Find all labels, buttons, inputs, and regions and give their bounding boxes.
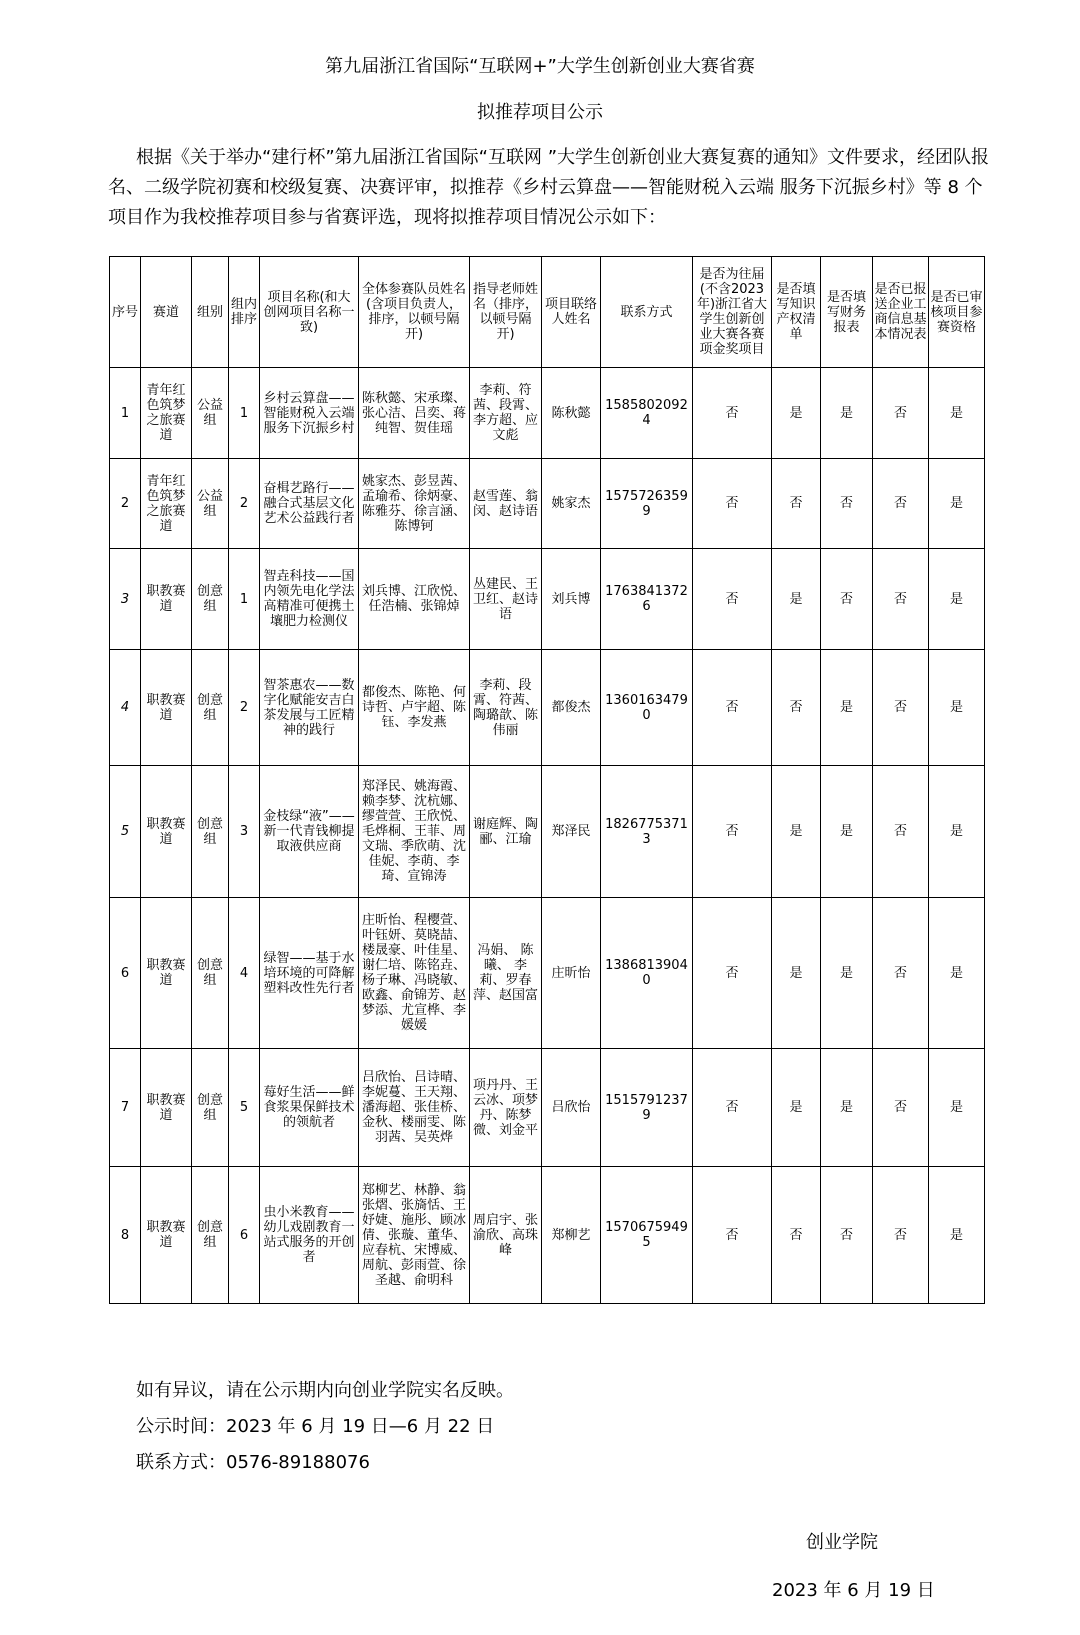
cell-group: 创意组 [192,1049,229,1167]
cell-no: 7 [110,1049,141,1167]
cell-rank: 1 [229,549,260,650]
cell-advisors: 项丹丹、王云冰、项梦丹、陈梦微、刘金平 [470,1049,542,1167]
cell-biz: 否 [873,368,929,459]
cell-ip: 是 [772,898,821,1049]
cell-project: 奋楫艺路行——融合式基层文化艺术公益践行者 [260,459,359,549]
cell-no: 5 [110,766,141,898]
cell-biz: 否 [873,766,929,898]
cell-finance: 是 [821,898,873,1049]
cell-review: 是 [929,650,985,766]
cell-project: 金枝绿“液”——新一代青钱柳提取液供应商 [260,766,359,898]
cell-gold: 否 [693,368,772,459]
table-row [110,368,985,459]
cell-project: 绿智——基于水培环境的可降解塑料改性先行者 [260,898,359,1049]
objection-note: 如有异议，请在公示期内向创业学院实名反映。 [136,1380,514,1401]
cell-track: 职教赛道 [141,650,192,766]
cell-advisors: 赵雪莲、翁闵、赵诗语 [470,459,542,549]
table-row [110,898,985,1049]
table-row [110,650,985,766]
cell-review: 是 [929,459,985,549]
cell-contact: 郑泽民 [542,766,601,898]
cell-contact: 庄昕怡 [542,898,601,1049]
cell-finance: 是 [821,368,873,459]
table-row [110,459,985,549]
table-row [110,1049,985,1167]
cell-gold: 否 [693,549,772,650]
cell-group: 公益组 [192,368,229,459]
intro-paragraph [108,143,998,233]
cell-biz: 否 [873,898,929,1049]
cell-track: 职教赛道 [141,549,192,650]
cell-finance: 是 [821,1049,873,1167]
cell-members: 都俊杰、陈艳、何诗哲、卢宇超、陈钰、李发燕 [359,650,470,766]
cell-no: 4 [110,650,141,766]
cell-no: 6 [110,898,141,1049]
cell-ip: 是 [772,368,821,459]
cell-track: 职教赛道 [141,766,192,898]
cell-project: 莓好生活——鲜食浆果保鲜技术的领航者 [260,1049,359,1167]
cell-contact: 郑柳艺 [542,1167,601,1304]
cell-rank: 3 [229,766,260,898]
cell-members: 陈秋懿、宋承璨、张心洁、吕奕、蒋纯智、贺佳瑶 [359,368,470,459]
cell-members: 庄昕怡、程樱萱、叶钰妍、莫晓喆、楼晟豪、叶佳星、谢仁培、陈铭垚、杨子琳、冯晓敏、欧鑫、俞锦芳、赵梦添、尤宣桦、李媛媛 [359,898,470,1049]
cell-group: 创意组 [192,549,229,650]
cell-finance: 是 [821,650,873,766]
cell-rank: 2 [229,650,260,766]
cell-no: 2 [110,459,141,549]
cell-gold: 否 [693,766,772,898]
cell-ip: 否 [772,459,821,549]
cell-group: 公益组 [192,459,229,549]
cell-biz: 否 [873,549,929,650]
cell-members: 刘兵博、江欣悦、任浩楠、张锦焯 [359,549,470,650]
cell-advisors: 丛建民、王卫红、赵诗语 [470,549,542,650]
cell-members: 吕欣怡、吕诗晴、李妮蔓、王天翔、潘海超、张佳桥、金秋、楼丽雯、陈羽茜、吴英烨 [359,1049,470,1167]
publicity-period: 公示时间：2023 年 6 月 19 日—6 月 22 日 [136,1416,495,1437]
cell-project: 虫小米教育——幼儿戏剧教育一站式服务的开创者 [260,1167,359,1304]
cell-advisors: 周启宇、张渝欣、高珠峰 [470,1167,542,1304]
cell-members: 郑柳艺、林静、翁张熠、张旖恬、王妤婕、施彤、顾冰倩、张璇、董华、应春杭、宋博威、周航、彭雨萱、徐圣越、俞明科 [359,1167,470,1304]
header-cell: 指导老师姓名（排序，以顿号隔开) [470,257,542,368]
cell-gold: 否 [693,459,772,549]
table-row [110,766,985,898]
cell-project: 智垚科技——国内领先电化学法高精准可便携土壤肥力检测仪 [260,549,359,650]
cell-contact: 都俊杰 [542,650,601,766]
cell-no: 3 [110,549,141,650]
cell-phone: 17638413726 [601,549,693,650]
table-row [110,549,985,650]
cell-group: 创意组 [192,898,229,1049]
cell-gold: 否 [693,898,772,1049]
cell-finance: 否 [821,1167,873,1304]
header-cell: 组别 [192,257,229,368]
cell-review: 是 [929,1049,985,1167]
cell-biz: 否 [873,459,929,549]
cell-contact: 陈秋懿 [542,368,601,459]
cell-rank: 6 [229,1167,260,1304]
cell-advisors: 谢庭辉、陶郦、江瑜 [470,766,542,898]
cell-finance: 否 [821,549,873,650]
header-cell: 是否填写财务报表 [821,257,873,368]
cell-review: 是 [929,766,985,898]
document-title: 第九届浙江省国际“互联网+”大学生创新创业大赛省赛 [325,56,755,77]
cell-ip: 否 [772,1167,821,1304]
cell-ip: 是 [772,766,821,898]
header-cell: 项目联络人姓名 [542,257,601,368]
cell-contact: 吕欣怡 [542,1049,601,1167]
header-cell: 赛道 [141,257,192,368]
header-cell: 是否已审核项目参赛资格 [929,257,985,368]
header-cell: 是否为往届(不含2023年)浙江省大学生创新创业大赛各赛项金奖项目 [693,257,772,368]
cell-group: 创意组 [192,766,229,898]
cell-advisors: 李莉、段霄、符茜、陶璐歆、陈伟丽 [470,650,542,766]
cell-no: 1 [110,368,141,459]
cell-no: 8 [110,1167,141,1304]
header-cell: 序号 [110,257,141,368]
cell-rank: 1 [229,368,260,459]
table-row [110,1167,985,1304]
header-cell: 全体参赛队员姓名(含项目负责人，排序，以顿号隔开) [359,257,470,368]
contact-info: 联系方式：0576-89188076 [136,1452,370,1473]
cell-phone: 13868139040 [601,898,693,1049]
cell-review: 是 [929,898,985,1049]
cell-finance: 否 [821,459,873,549]
document-subtitle: 拟推荐项目公示 [477,102,603,123]
cell-track: 职教赛道 [141,898,192,1049]
cell-biz: 否 [873,650,929,766]
cell-members: 姚家杰、彭昱茜、孟瑜希、徐炳豪、陈雅芬、徐言涵、陈博钶 [359,459,470,549]
intro-text: 根据《关于举办“建行杯”第九届浙江省国际“互联网 ”大学生创新创业大赛复赛的通知》文件要求，经团队报名、二级学院初赛和校级复赛、决赛评审，拟推荐《乡村云算盘——智能财税入云端 服务下沉振乡村》等 8 个项目作为我校推荐项目参与省赛评选，现将拟推荐项目情况公示如下： [108,147,990,228]
header-cell: 组内排序 [229,257,260,368]
recommended-projects-table [109,256,985,1304]
table-header-row [110,257,985,368]
header-cell: 是否已报送企业工商信息基本情况表 [873,257,929,368]
cell-advisors: 冯娟、 陈曦、 李莉、罗春萍、赵国富 [470,898,542,1049]
cell-track: 青年红色筑梦之旅赛道 [141,459,192,549]
header-cell: 项目名称(和大创网项目名称一致) [260,257,359,368]
cell-phone: 15706759495 [601,1167,693,1304]
header-cell: 是否填写知识产权清单 [772,257,821,368]
cell-review: 是 [929,368,985,459]
cell-finance: 是 [821,766,873,898]
cell-ip: 否 [772,650,821,766]
cell-group: 创意组 [192,650,229,766]
cell-advisors: 李莉、符茜、段霄、李方超、应文彪 [470,368,542,459]
cell-ip: 是 [772,549,821,650]
cell-contact: 姚家杰 [542,459,601,549]
cell-track: 青年红色筑梦之旅赛道 [141,368,192,459]
cell-group: 创意组 [192,1167,229,1304]
cell-members: 郑泽民、姚海霞、赖李梦、沈杭娜、缪萱萱、王欣悦、毛烨桐、王菲、周文瑞、季欣萌、沈佳妮、李萌、李琦、宣锦涛 [359,766,470,898]
cell-ip: 是 [772,1049,821,1167]
signature-org: 创业学院 [806,1532,878,1553]
cell-gold: 否 [693,650,772,766]
cell-contact: 刘兵博 [542,549,601,650]
cell-track: 职教赛道 [141,1049,192,1167]
cell-phone: 15157912379 [601,1049,693,1167]
cell-review: 是 [929,549,985,650]
cell-project: 乡村云算盘——智能财税入云端服务下沉振乡村 [260,368,359,459]
header-cell: 联系方式 [601,257,693,368]
cell-rank: 2 [229,459,260,549]
cell-rank: 5 [229,1049,260,1167]
cell-gold: 否 [693,1049,772,1167]
signature-date: 2023 年 6 月 19 日 [772,1580,935,1601]
cell-phone: 15858020924 [601,368,693,459]
cell-biz: 否 [873,1167,929,1304]
cell-gold: 否 [693,1167,772,1304]
cell-rank: 4 [229,898,260,1049]
cell-track: 职教赛道 [141,1167,192,1304]
cell-project: 智茶惠农——数字化赋能安吉白茶发展与工匠精神的践行 [260,650,359,766]
cell-review: 是 [929,1167,985,1304]
cell-phone: 13601634790 [601,650,693,766]
cell-phone: 18267753713 [601,766,693,898]
cell-phone: 15757263599 [601,459,693,549]
cell-biz: 否 [873,1049,929,1167]
